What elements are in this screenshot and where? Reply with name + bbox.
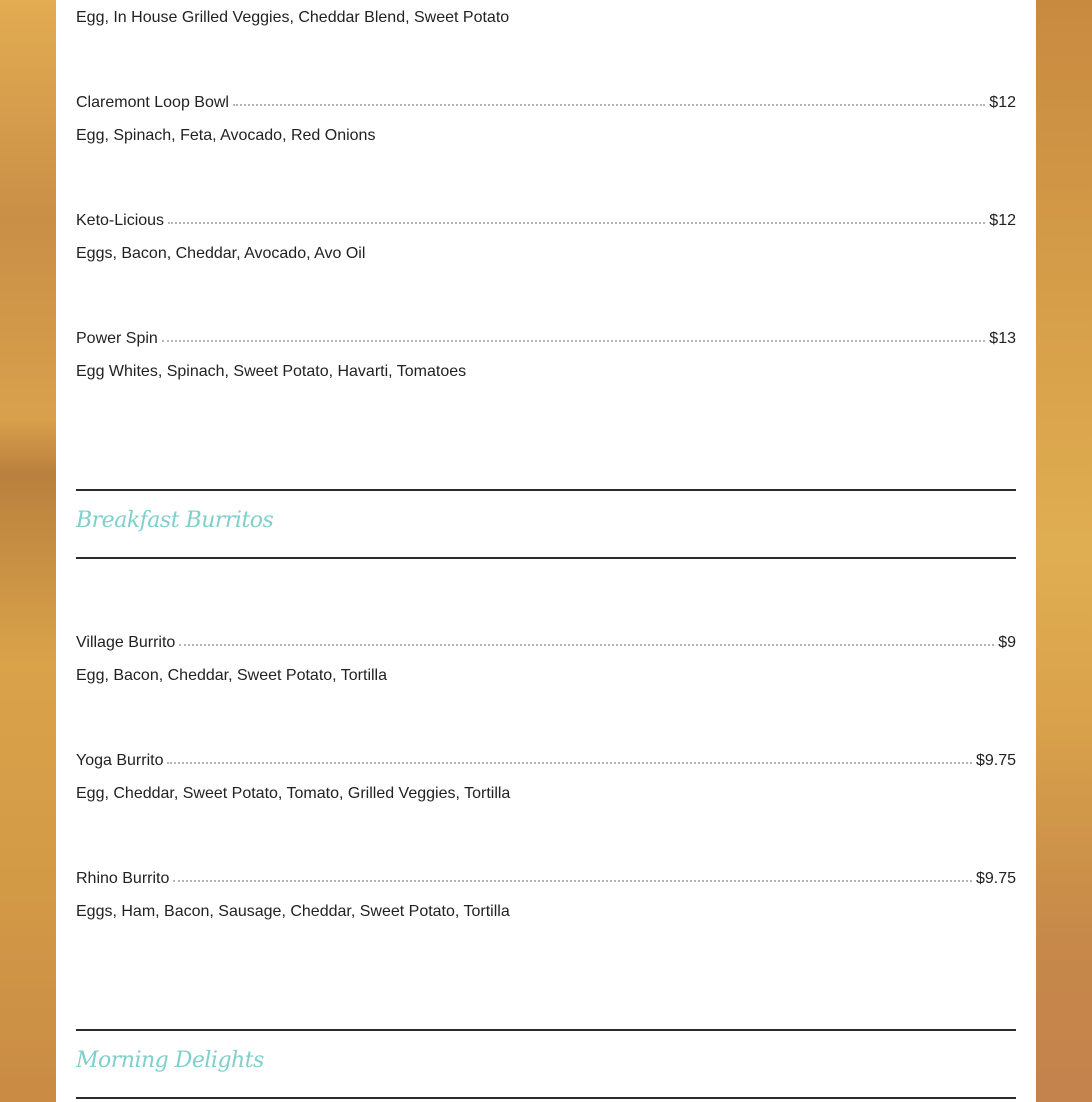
dot-leader: [162, 340, 985, 342]
section-title-breakfast-burritos: Breakfast Burritos: [76, 508, 274, 533]
menu-item: [76, 324, 1016, 348]
menu-item-price: $13: [989, 330, 1016, 347]
menu-item: [76, 206, 1016, 230]
menu-item-name: Claremont Loop Bowl: [76, 94, 229, 111]
dot-leader: [167, 762, 971, 764]
menu-item-price: $9.75: [975, 870, 1016, 887]
section-divider-bottom: [76, 1097, 1016, 1099]
menu-item-price: $9.75: [975, 752, 1016, 769]
menu-item-description: Egg Whites, Spinach, Sweet Potato, Havarti, Tomatoes: [76, 363, 467, 380]
background-right: [1036, 0, 1092, 1102]
section-divider-bottom: [76, 557, 1016, 559]
section-divider-top: [76, 1029, 1016, 1031]
dot-leader: [179, 644, 994, 646]
menu-item-price: $12: [989, 212, 1016, 229]
menu-item-price: $12: [989, 94, 1016, 111]
section-title-morning-delights: Morning Delights: [76, 1048, 264, 1073]
menu-item-name: Rhino Burrito: [76, 870, 170, 887]
section-divider-top: [76, 489, 1016, 491]
menu-item: [76, 864, 1016, 888]
menu-item: [76, 746, 1016, 770]
menu-item-description: Egg, Cheddar, Sweet Potato, Tomato, Grilled Veggies, Tortilla: [76, 785, 511, 802]
menu-item-name: Keto-Licious: [76, 212, 165, 229]
menu-item: [76, 628, 1016, 652]
menu-item-description: Egg, In House Grilled Veggies, Cheddar Blend, Sweet Potato: [76, 9, 510, 26]
menu-item-description: Egg, Bacon, Cheddar, Sweet Potato, Tortilla: [76, 667, 388, 684]
dot-leader: [233, 104, 985, 106]
menu-item-description: Eggs, Ham, Bacon, Sausage, Cheddar, Sweet Potato, Tortilla: [76, 903, 510, 920]
menu-item-name: Yoga Burrito: [76, 752, 164, 769]
menu-page: [56, 0, 1036, 1102]
menu-item-description: Egg, Spinach, Feta, Avocado, Red Onions: [76, 127, 376, 144]
dot-leader: [173, 880, 972, 882]
background-left: [0, 0, 56, 1102]
menu-item-name: Village Burrito: [76, 634, 176, 651]
dot-leader: [168, 222, 985, 224]
menu-item-description: Eggs, Bacon, Cheddar, Avocado, Avo Oil: [76, 245, 366, 262]
menu-item-price: $9: [998, 634, 1016, 651]
menu-item-name: Power Spin: [76, 330, 158, 347]
menu-item: [76, 88, 1016, 112]
